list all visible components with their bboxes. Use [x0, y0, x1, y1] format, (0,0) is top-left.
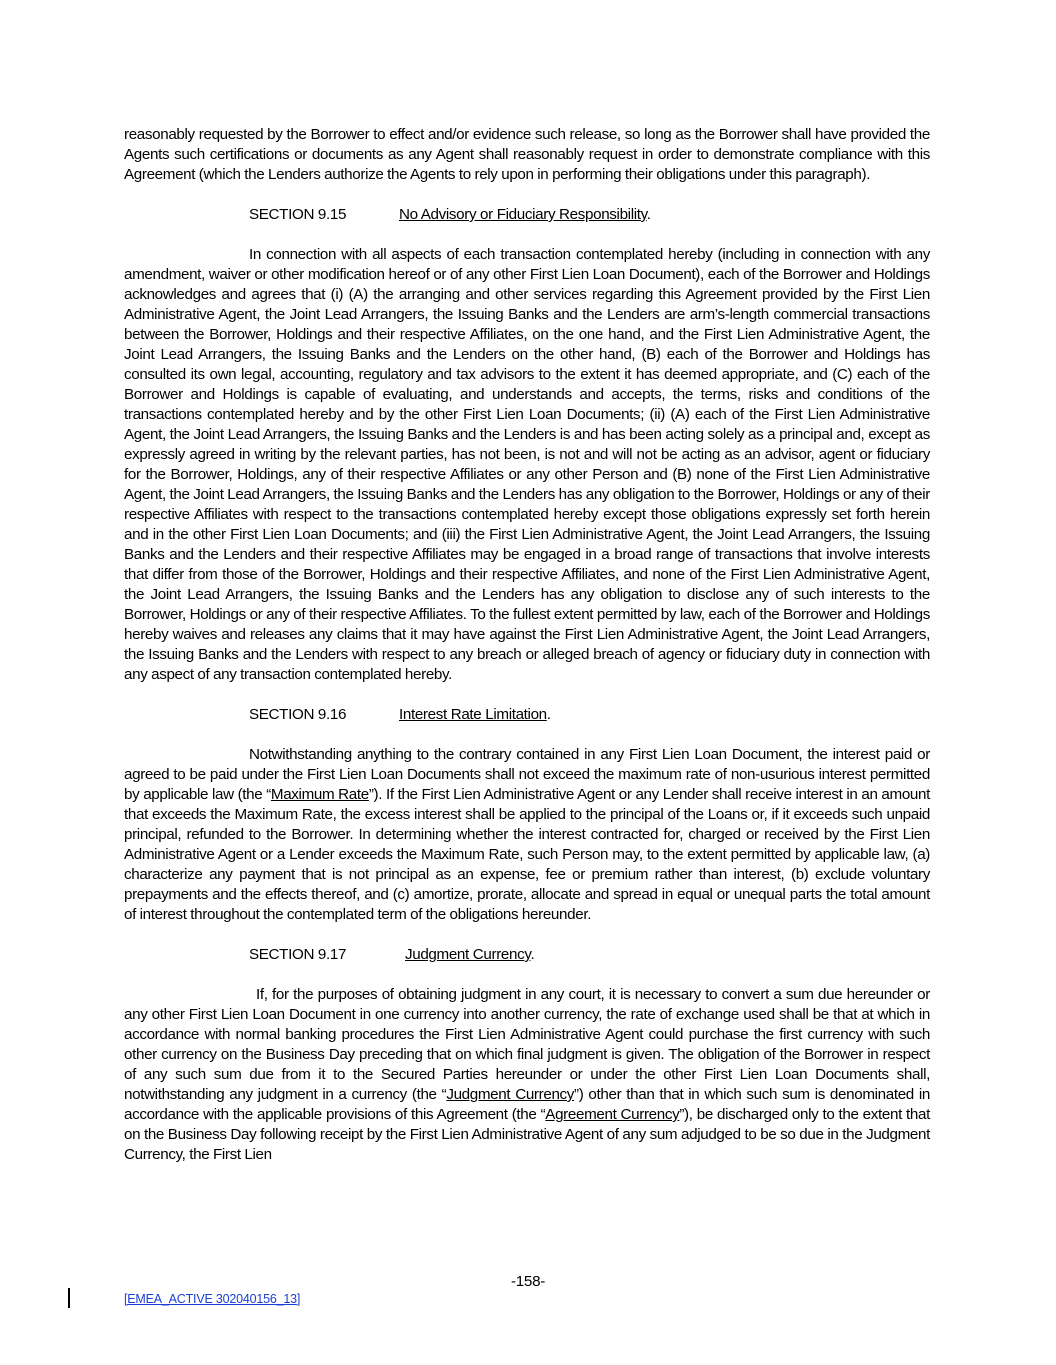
paragraph-section-9-16 — [124, 745, 930, 925]
section-number: SECTION 9.16 — [249, 706, 347, 723]
section-number: SECTION 9.17 — [249, 946, 347, 963]
paragraph-continuation: reasonably requested by the Borrower to effect and/or evidence such release, so long as the Borrower shall have provided the Agents such certifications or documents as any Agent shall reasonably request in order to demonstrate compliance with this Agreement (which the Lenders authorize the Agents to rely upon in performing their obligations under this paragraph). — [124, 126, 930, 183]
section-heading-9-17 — [124, 945, 930, 965]
defined-term-judgment-currency: Judgment Currency — [446, 1086, 575, 1103]
text-run: If, for the purposes of obtaining judgment in any court, it is necessary to convert a sum due hereunder or any other First Lien Loan Document in one currency into another currency, the rate of exchange used shall be that at which in accordance with normal banking procedures the First Lien Administrative Agent could purchase the first currency with such other currency on the Business Day preceding that on which final judgment is given. The obligation of the Borrower in respect of any such sum due from it to the Secured Parties hereunder or under the other First Lien Loan Documents shall, notwithstanding any judgment in a currency (the “ — [124, 986, 930, 1103]
page-number: -158- — [511, 1273, 545, 1290]
text-run: Notwithstanding anything to the contrary contained in any First Lien Loan Document, the interest paid or agreed to be paid under the First Lien Loan Documents shall not exceed the maximum rate of non-usurious interest permitted by applicable law (the “ — [124, 746, 930, 803]
section-title-period: . — [530, 946, 535, 963]
text-run: ”), be discharged only to the extent that on the Business Day following receipt by the First Lien Administrative Agent of any sum adjudged to be so due in the Judgment Currency, the First Lien — [124, 1106, 930, 1163]
section-heading-9-15 — [124, 205, 930, 225]
text-run: ”) other than that in which such sum is denominated in accordance with the applicable provisions of this Agreement (the “ — [124, 1086, 930, 1123]
defined-term-maximum-rate: Maximum Rate — [270, 786, 369, 803]
section-number: SECTION 9.15 — [249, 206, 347, 223]
defined-term-agreement-currency: Agreement Currency — [545, 1106, 680, 1123]
section-title: No Advisory or Fiduciary Responsibility — [399, 206, 647, 223]
section-heading-9-16 — [124, 705, 930, 725]
section-title: Interest Rate Limitation — [399, 706, 547, 723]
document-page — [124, 125, 930, 1165]
section-title: Judgment Currency — [405, 946, 531, 963]
paragraph-section-9-15: In connection with all aspects of each transaction contemplated hereby (including in connection with any amendment, waiver or other modification hereof or of any other First Lien Loan Document), each of the Borrower and Holdings acknowledges and agrees that (i) (A) the arranging and other services regarding this Agreement provided by the First Lien Administrative Agent, the Joint Lead Arrangers, the Issuing Banks and the Lenders are arm’s-length commercial transactions between the Borrower, Holdings and their respective Affiliates, on the one hand, and the First Lien Administrative Agent, the Joint Lead Arrangers, the Issuing Banks and the Lenders on the other hand, (B) each of the Borrower and Holdings has consulted its own legal, accounting, regulatory and tax advisors to the extent it has deemed appropriate, and (C) each of the Borrower and Holdings is capable of evaluating, and understands and accepts, the terms, risks and conditions of the transactions contemplated hereby and by the other First Lien Loan Documents; (ii) (A) each of the First Lien Administrative Agent, the Joint Lead Arrangers, the Issuing Banks and the Lenders is and has been acting solely as a principal and, except as expressly agreed in writing by the relevant parties, has not been, is not and will not be acting as an advisor, agent or fiduciary for the Borrower, Holdings, any of their respective Affiliates or any other Person and (B) none of the First Lien Administrative Agent, the Joint Lead Arrangers, the Issuing Banks and the Lenders has any obligation to the Borrower, Holdings or any of their respective Affiliates with respect to the transactions contemplated hereby except those obligations expressly set forth herein and in the other First Lien Loan Documents; and (iii) the First Lien Administrative Agent, the Joint Lead Arrangers, the Issuing Banks and the Lenders and their respective Affiliates may be engaged in a broad range of transactions that involve interests that differ from those of the Borrower, Holdings and their respective Affiliates, and none of the First Lien Administrative Agent, the Joint Lead Arrangers, the Issuing Banks and the Lenders has any obligation to disclose any of such interests to the Borrower, Holdings or any of their respective Affiliates. To the fullest extent permitted by law, each of the Borrower and Holdings hereby waives and releases any claims that it may have against the First Lien Administrative Agent, the Joint Lead Arrangers, the Issuing Banks and the Lenders with respect to any breach or alleged breach of agency or fiduciary duty in connection with any aspect of any transaction contemplated hereby. — [124, 246, 930, 683]
document-id-link[interactable]: [EMEA_ACTIVE 302040156_13] — [124, 1292, 301, 1306]
section-title-period: . — [546, 706, 551, 723]
text-run: ”). If the First Lien Administrative Agent or any Lender shall receive interest in an amount that exceeds the Maximum Rate, the excess interest shall be applied to the principal of the Loans or, if it exceeds such unpaid principal, refunded to the Borrower. In determining whether the interest contracted for, charged or received by the First Lien Administrative Agent or a Lender exceeds the Maximum Rate, such Person may, to the extent permitted by applicable law, (a) characterize any payment that is not principal as an expense, fee or premium rather than interest, (b) exclude voluntary prepayments and the effects thereof, and (c) amortize, prorate, allocate and spread in equal or unequal parts the total amount of interest throughout the contemplated term of the obligations hereunder. — [124, 786, 930, 923]
revision-change-bar — [68, 1288, 70, 1308]
paragraph-section-9-17 — [124, 985, 930, 1165]
section-title-period: . — [646, 206, 651, 223]
